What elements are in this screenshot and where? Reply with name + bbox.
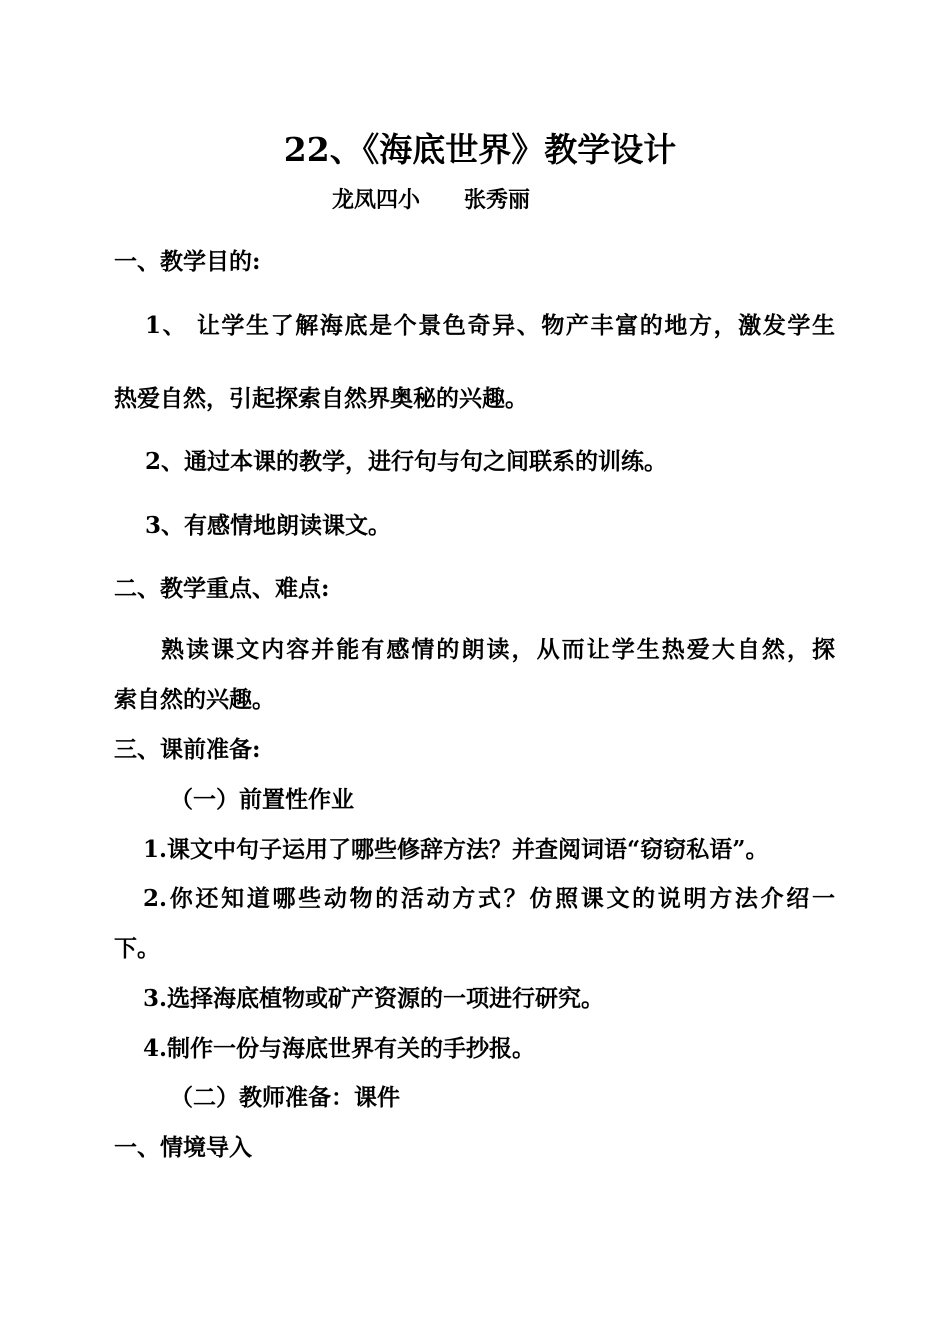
objective-item-1-line-2: 热爱自然，引起探索自然界奥秘的兴趣。	[114, 385, 528, 412]
homework-task-2-line-2: 下。	[114, 935, 160, 962]
objective-item-3: 3、有感情地朗读课文。	[145, 512, 392, 539]
section-heading-objectives: 一、教学目的:	[114, 248, 261, 275]
preparation-subheading-homework: （一）前置性作业	[170, 786, 354, 813]
section-heading-key-points: 二、教学重点、难点:	[114, 575, 330, 602]
homework-task-2-line-1: 2.你还知道哪些动物的活动方式？仿照课文的说明方法介绍一	[143, 885, 835, 912]
section-heading-preparation: 三、课前准备:	[114, 736, 261, 763]
author-school: 龙凤四小	[332, 187, 421, 213]
author-line	[332, 185, 530, 215]
key-points-line-2: 索自然的兴趣。	[114, 686, 275, 713]
objective-item-1-line-1: 1、 让学生了解海底是个景色奇异、物产丰富的地方，激发学生	[145, 312, 835, 339]
homework-task-3: 3.选择海底植物或矿产资源的一项进行研究。	[143, 985, 605, 1012]
document-title: 22、《海底世界》教学设计	[283, 130, 677, 169]
author-name: 张秀丽	[464, 187, 531, 213]
objective-item-2: 2、通过本课的教学，进行句与句之间联系的训练。	[145, 448, 668, 475]
section-heading-intro: 一、情境导入	[114, 1134, 252, 1161]
preparation-subheading-teacher: （二）教师准备：课件	[170, 1084, 400, 1111]
key-points-line-1: 熟读课文内容并能有感情的朗读，从而让学生热爱大自然，探	[161, 636, 835, 663]
homework-task-4: 4.制作一份与海底世界有关的手抄报。	[143, 1035, 536, 1062]
homework-task-1: 1.课文中句子运用了哪些修辞方法？并查阅词语“窃窃私语”。	[143, 836, 769, 863]
